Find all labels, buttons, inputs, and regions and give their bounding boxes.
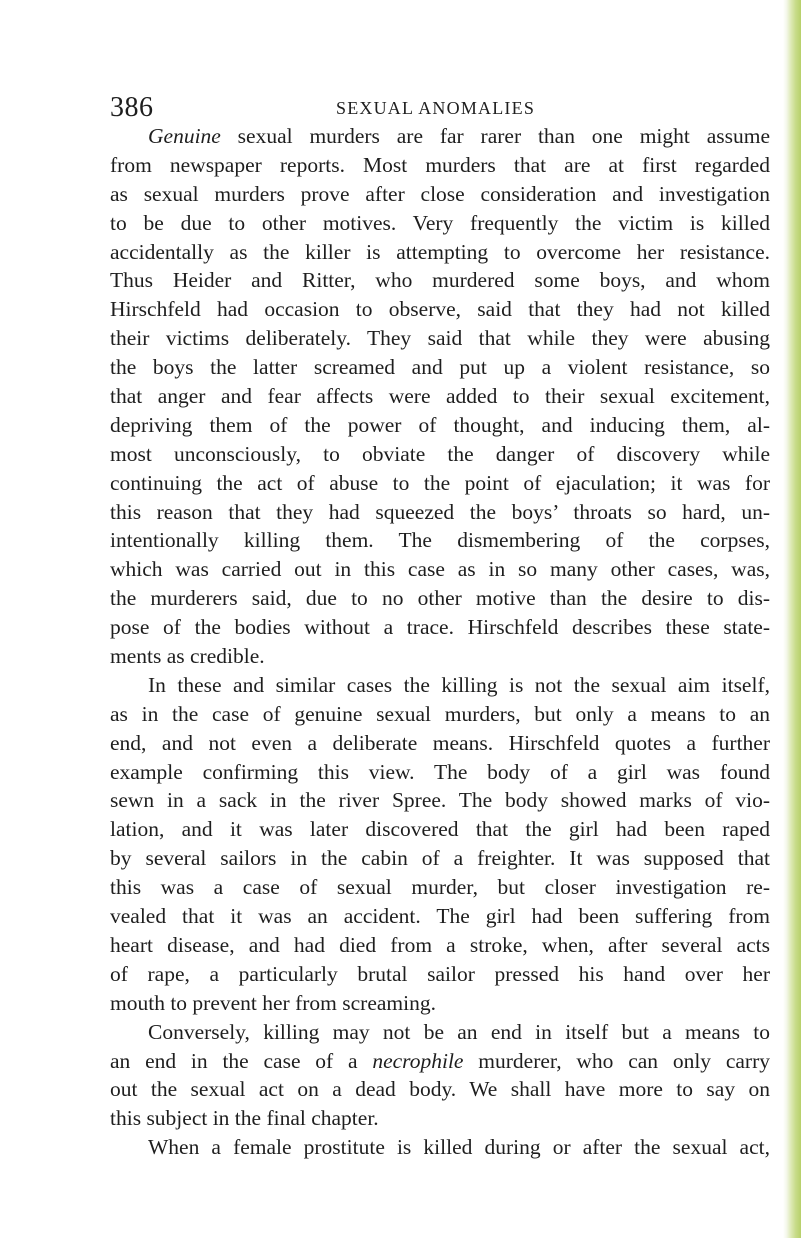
text-line: [110, 411, 770, 440]
text-fragment: as in the case of genuine sexual murders, but only a means to an: [110, 701, 770, 726]
text-line: [110, 526, 770, 555]
text-fragment: sewn in a sack in the river Spree. The body showed marks of vio-: [110, 788, 770, 813]
text-fragment: continuing the act of abuse to the point of ejaculation; it was for: [110, 470, 770, 495]
text-line: [110, 1075, 770, 1104]
text-fragment: out the sexual act on a dead body. We shall have more to say on: [110, 1077, 770, 1102]
text-fragment: murderer, who can only carry: [463, 1048, 770, 1073]
text-fragment: an end in the case of a: [110, 1048, 373, 1073]
text-line: [110, 1104, 770, 1133]
text-fragment: lation, and it was later discovered that the girl had been raped: [110, 817, 770, 842]
text-fragment: pose of the bodies without a trace. Hirschfeld describes these state-: [110, 615, 770, 640]
text-line: [110, 353, 770, 382]
text-line: [110, 122, 770, 151]
text-fragment: most unconsciously, to obviate the danger of discovery while: [110, 441, 770, 466]
text-line: [110, 1018, 770, 1047]
text-line: [110, 1133, 770, 1162]
text-fragment: depriving them of the power of thought, and inducing them, al-: [110, 412, 770, 437]
text-fragment: mouth to prevent her from screaming.: [110, 990, 436, 1015]
text-line: [110, 266, 770, 295]
text-line: [110, 844, 770, 873]
page-header: [110, 92, 770, 124]
text-line: [110, 584, 770, 613]
page-edge: [783, 0, 801, 1238]
text-fragment: example confirming this view. The body of a girl was found: [110, 759, 770, 784]
text-line: [110, 729, 770, 758]
text-fragment: end, and not even a deliberate means. Hirschfeld quotes a further: [110, 730, 770, 755]
text-fragment: this subject in the final chapter.: [110, 1106, 379, 1131]
text-fragment: this reason that they had squeezed the boys’ throats so hard, un-: [110, 499, 770, 524]
text-line: [110, 382, 770, 411]
text-fragment: to be due to other motives. Very frequently the victim is killed: [110, 210, 770, 235]
text-line: [110, 671, 770, 700]
text-fragment: the boys the latter screamed and put up a violent resistance, so: [110, 355, 770, 380]
text-line: [110, 960, 770, 989]
text-line: [110, 498, 770, 527]
text-fragment: intentionally killing them. The dismembering of the corpses,: [110, 528, 770, 553]
text-line: [110, 700, 770, 729]
page-number: 386: [110, 92, 154, 123]
text-fragment: Thus Heider and Ritter, who murdered some boys, and whom: [110, 268, 770, 293]
text-fragment: heart disease, and had died from a stroke, when, after several acts: [110, 932, 770, 957]
text-fragment: vealed that it was an accident. The girl had been suffering from: [110, 904, 770, 929]
text-line: [110, 1047, 770, 1076]
running-head: SEXUAL ANOMALIES: [336, 98, 536, 118]
text-fragment: Conversely, killing may not be an end in itself but a means to: [148, 1019, 770, 1044]
text-line: [110, 209, 770, 238]
text-fragment: accidentally as the killer is attempting to overcome her resistance.: [110, 239, 770, 264]
text-line: [110, 989, 770, 1018]
text-fragment: ments as credible.: [110, 644, 265, 669]
text-line: [110, 902, 770, 931]
text-fragment: Hirschfeld had occasion to observe, said that they had not killed: [110, 297, 770, 322]
text-line: [110, 815, 770, 844]
text-line: [110, 786, 770, 815]
text-line: [110, 151, 770, 180]
text-fragment: their victims deliberately. They said that while they were abusing: [110, 326, 770, 351]
text-line: [110, 758, 770, 787]
text-line: [110, 873, 770, 902]
text-fragment: In these and similar cases the killing is not the sexual aim itself,: [148, 672, 770, 697]
text-fragment: from newspaper reports. Most murders that are at first regarded: [110, 152, 770, 177]
italic-term: necrophile: [372, 1048, 464, 1073]
text-fragment: of rape, a particularly brutal sailor pressed his hand over her: [110, 961, 770, 986]
text-line: [110, 180, 770, 209]
text-fragment: When a female prostitute is killed during or after the sexual act,: [148, 1135, 770, 1160]
text-fragment: as sexual murders prove after close consideration and investigation: [110, 181, 770, 206]
text-line: [110, 469, 770, 498]
text-line: [110, 613, 770, 642]
text-fragment: that anger and fear affects were added to their sexual excitement,: [110, 384, 770, 409]
text-fragment: sexual murders are far rarer than one might assume: [220, 124, 770, 148]
text-fragment: the murderers said, due to no other motive than the desire to dis-: [110, 586, 770, 611]
text-fragment: by several sailors in the cabin of a freighter. It was supposed that: [110, 846, 770, 871]
italic-term: Genuine: [148, 124, 221, 148]
text-line: [110, 295, 770, 324]
text-fragment: this was a case of sexual murder, but closer investigation re-: [110, 875, 770, 900]
body-text: [110, 122, 770, 1162]
text-line: [110, 238, 770, 267]
text-line: [110, 324, 770, 353]
text-fragment: which was carried out in this case as in so many other cases, was,: [110, 557, 770, 582]
text-line: [110, 642, 770, 671]
text-line: [110, 555, 770, 584]
text-line: [110, 931, 770, 960]
text-line: [110, 440, 770, 469]
